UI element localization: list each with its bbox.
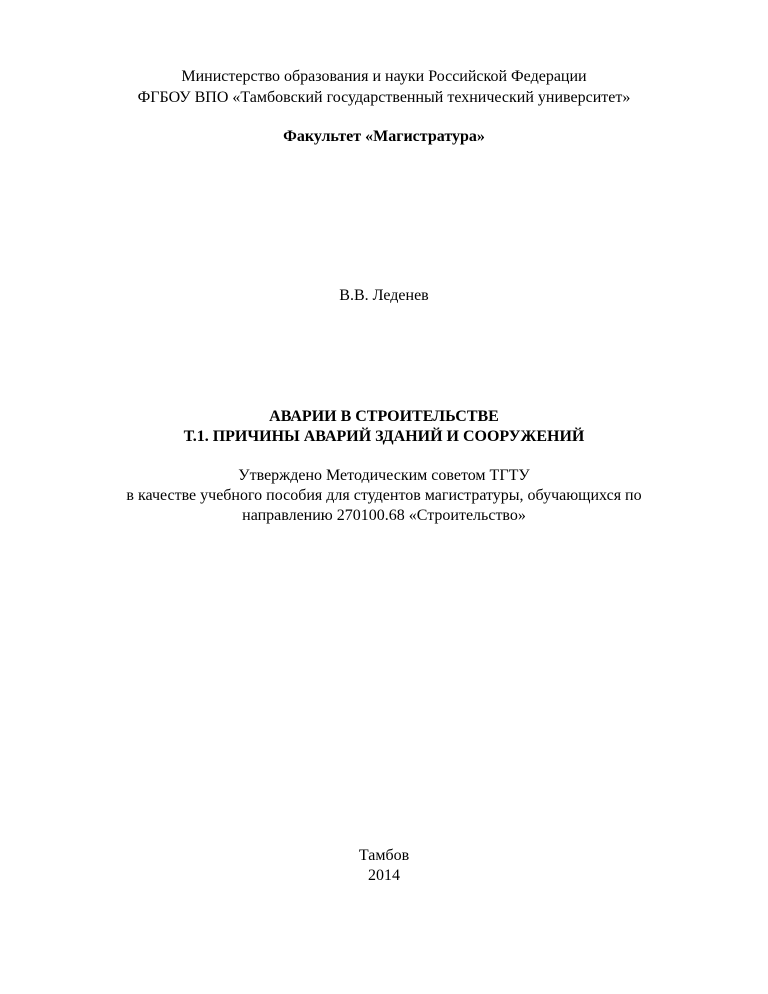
approval-line-3: направлению 270100.68 «Строительство» [242, 507, 526, 524]
title-line-1: АВАРИИ В СТРОИТЕЛЬСТВЕ [269, 408, 499, 425]
author-name: В.В. Леденев [339, 287, 429, 304]
title-line-2: Т.1. ПРИЧИНЫ АВАРИЙ ЗДАНИЙ И СООРУЖЕНИЙ [183, 428, 585, 445]
approval-line-1: Утверждено Методическим советом ТГТУ [238, 467, 530, 484]
approval-line-2: в качестве учебного пособия для студентов магистратуры, обучающихся по [126, 487, 642, 504]
city: Тамбов [358, 847, 410, 864]
year: 2014 [368, 867, 400, 884]
ministry-name: Министерство образования и науки Российской Федерации [181, 68, 587, 85]
university-name: ФГБОУ ВПО «Тамбовский государственный технический университет» [137, 89, 631, 106]
faculty-name: Факультет «Магистратура» [283, 128, 485, 145]
